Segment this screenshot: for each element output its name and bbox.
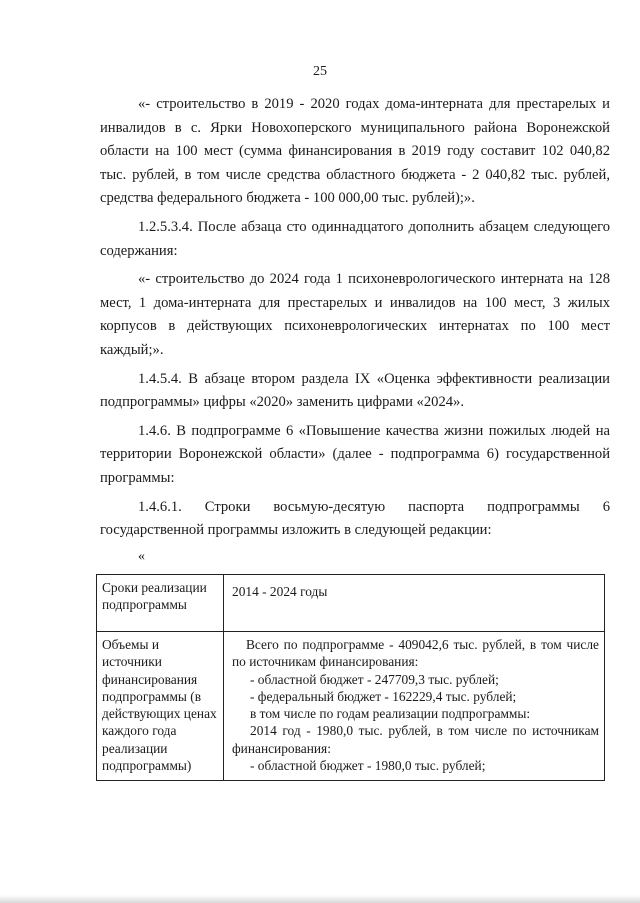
paragraph-amendment-quote-2: «- строительство до 2024 года 1 психоневрологического интерната на 128 мест, 1 дома-интерната для престарелых и инвалидов на 100 мест, 3 жилых корпусов в действующих психоневрологических интернатах по 100 мест каждый;». [100,271,610,358]
funding-value [224,632,605,781]
paragraph-1-4-6-1: 1.4.6.1. Строки восьмую-десятую паспорта подпрограммы 6 государственной программы изложить в следующей редакции: [100,498,610,539]
table-row [97,632,605,781]
page-number: 25 [313,64,327,79]
funding-label: Объемы и источники финансирования подпрограммы (в действующих ценах каждого года реализации подпрограммы) [97,632,224,781]
funding-federal-budget: - федеральный бюджет - 162229,4 тыс. рублей; [250,688,517,704]
implementation-period-value: 2014 - 2024 годы [224,575,605,632]
subprogram-passport-table [96,574,605,781]
implementation-period-label: Сроки реализации подпрограммы [97,575,224,632]
paragraph-1-2-5-3-4: 1.2.5.3.4. После абзаца сто одиннадцатого дополнить абзацем следующего содержания: [100,218,610,259]
paragraph-amendment-quote-1: «- строительство в 2019 - 2020 годах дома-интерната для престарелых и инвалидов в с. Ярки Новохоперского муниципального района Воронежской области на 100 мест (сумма финансирования в 2019 году составит 102 040,82 тыс. рублей, в том числе средства областного бюджета - 2 040,82 тыс. рублей, средства федерального бюджета - 100 000,00 тыс. рублей);». [100,96,610,207]
funding-regional-budget: - областной бюджет - 247709,3 тыс. рублей; [250,671,499,687]
body-text [100,93,610,548]
table-row [97,575,605,632]
funding-2014-regional: - областной бюджет - 1980,0 тыс. рублей; [250,758,486,774]
scan-bottom-edge [0,895,640,903]
opening-quote-mark: « [138,549,145,564]
paragraph-1-4-5-4: 1.4.5.4. В абзаце втором раздела IX «Оценка эффективности реализации подпрограммы» цифры «2020» заменить цифрами «2024». [100,370,610,411]
funding-2014: 2014 год - 1980,0 тыс. рублей, в том числе по источникам финансирования: [232,723,599,756]
funding-total: Всего по подпрограмме - 409042,6 тыс. рублей, в том числе по источникам финансирования: [232,637,599,670]
funding-by-years-heading: в том числе по годам реализации подпрограммы: [250,706,531,722]
paragraph-1-4-6: 1.4.6. В подпрограмме 6 «Повышение качества жизни пожилых людей на территории Воронежской области» (далее - подпрограмма 6) государственной программы: [100,422,610,486]
